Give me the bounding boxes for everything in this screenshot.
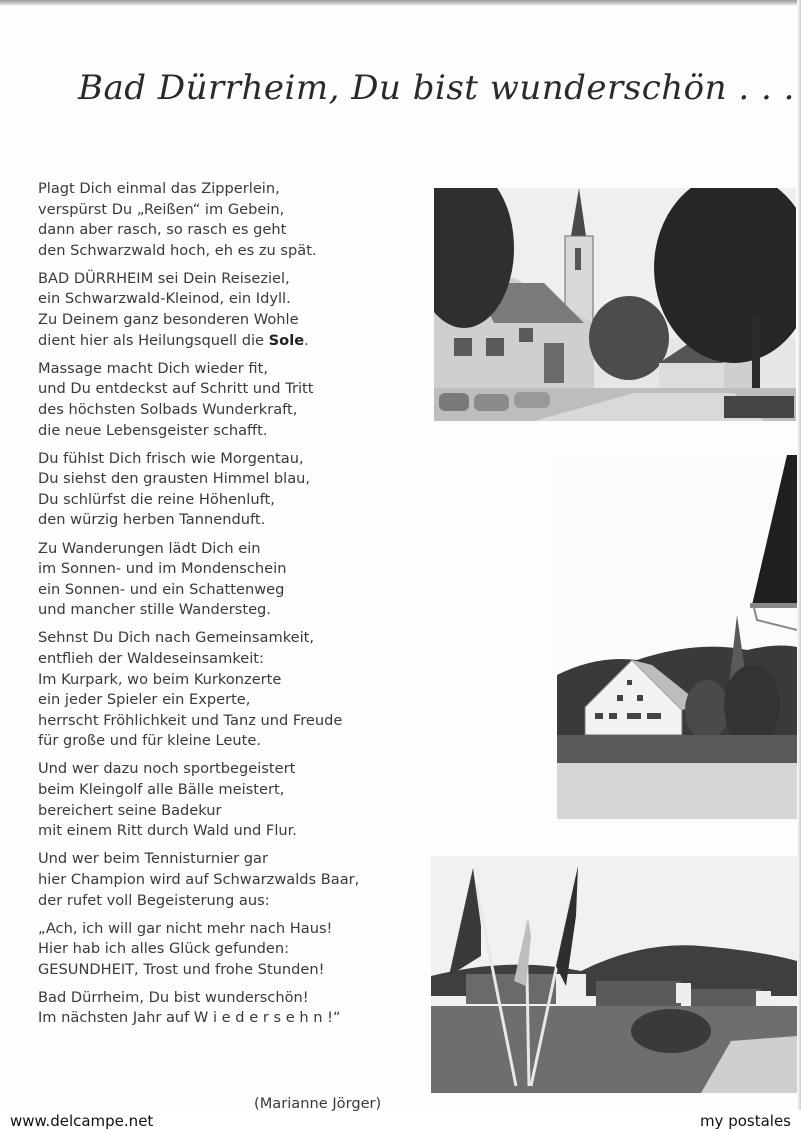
poem-line: dann aber rasch, so rasch es geht [38, 221, 287, 239]
postcard-title: Bad Dürrheim, Du bist wunderschön . . . [78, 68, 795, 108]
stanza-4 [38, 449, 428, 531]
stanza-3 [38, 359, 428, 441]
poem-line: Zu Wanderungen lädt Dich ein [38, 539, 261, 557]
stanza-9 [38, 919, 428, 981]
poem-line: Sehnst Du Dich nach Gemeinsamkeit, [38, 629, 315, 647]
poem-line: und Du entdeckst auf Schritt und Tritt [38, 380, 314, 398]
poem-line: für große und für kleine Leute. [38, 732, 261, 750]
poem-line: Und wer beim Tennisturnier gar [38, 850, 268, 868]
poem-line: GESUNDHEIT, Trost und frohe Stunden! [38, 960, 325, 978]
farmhouse-photo [557, 455, 797, 819]
poem-line [38, 331, 428, 352]
poem-line: verspürst Du „Reißen“ im Gebein, [38, 200, 285, 218]
stanza-7 [38, 759, 428, 841]
poem-line: Du fühlst Dich frisch wie Morgentau, [38, 449, 304, 467]
poem-line: den würzig herben Tannenduft. [38, 511, 266, 529]
stanza-1 [38, 179, 428, 261]
poem-line: ein Sonnen- und ein Schattenweg [38, 580, 285, 598]
poem-line: ein jeder Spieler ein Experte, [38, 691, 251, 709]
poem-line: hier Champion wird auf Schwarzwalds Baar, [38, 870, 360, 888]
poem [38, 179, 428, 1037]
poem-line: Hier hab ich alles Glück gefunden: [38, 940, 289, 958]
poem-line: ein Schwarzwald-Kleinod, ein Idyll. [38, 290, 291, 308]
poem-line: bereichert seine Badekur [38, 801, 222, 819]
poem-line: Bad Dürrheim, Du bist wunderschön! [38, 988, 309, 1006]
church-street-photo [434, 188, 796, 421]
poem-line: mit einem Ritt durch Wald und Flur. [38, 822, 297, 840]
scan-right-edge [797, 0, 801, 1110]
poem-line: im Sonnen- und im Mondenschein [38, 560, 287, 578]
poem-line: Im Kurpark, wo beim Kurkonzerte [38, 670, 282, 688]
watermark-delcampe: www.delcampe.net [10, 1112, 154, 1130]
poem-line: die neue Lebensgeister schafft. [38, 421, 268, 439]
poem-line: „Ach, ich will gar nicht mehr nach Haus! [38, 919, 333, 937]
poem-line: BAD DÜRRHEIM sei Dein Reiseziel, [38, 269, 290, 287]
kurpark-photo [431, 856, 797, 1093]
poem-line: beim Kleingolf alle Bälle meistert, [38, 781, 285, 799]
stanza-2 [38, 269, 428, 351]
poem-line: Und wer dazu noch sportbegeistert [38, 760, 296, 778]
poem-line: Zu Deinem ganz besonderen Wohle [38, 311, 299, 329]
poem-line: und mancher stille Wandersteg. [38, 601, 271, 619]
poem-line: der rufet voll Begeisterung aus: [38, 891, 270, 909]
poem-line: Im nächsten Jahr auf W i e d e r s e h n !“ [38, 1009, 341, 1027]
poem-line: herrscht Fröhlichkeit und Tanz und Freude [38, 711, 343, 729]
stanza-6 [38, 628, 428, 752]
poem-line: Plagt Dich einmal das Zipperlein, [38, 180, 280, 197]
poem-line-text: dient hier als Heilungsquell die [38, 331, 269, 349]
poem-line: Du schlürfst die reine Höhenluft, [38, 490, 275, 508]
watermark-mypostales: my postales [699, 1112, 791, 1130]
poem-line: Du siehst den grausten Himmel blau, [38, 470, 311, 488]
poem-line: den Schwarzwald hoch, eh es zu spät. [38, 241, 317, 259]
poem-line-punct: . [304, 331, 309, 349]
poem-author: (Marianne Jörger) [254, 1095, 382, 1112]
poem-line: des höchsten Solbads Wunderkraft, [38, 400, 298, 418]
stanza-10 [38, 988, 428, 1029]
sole-bold-word: Sole [268, 331, 305, 349]
scan-top-edge [0, 0, 801, 6]
poem-line: entflieh der Waldeseinsamkeit: [38, 649, 264, 667]
stanza-8 [38, 849, 428, 911]
poem-line: Massage macht Dich wieder fit, [38, 359, 268, 377]
stanza-5 [38, 539, 428, 621]
